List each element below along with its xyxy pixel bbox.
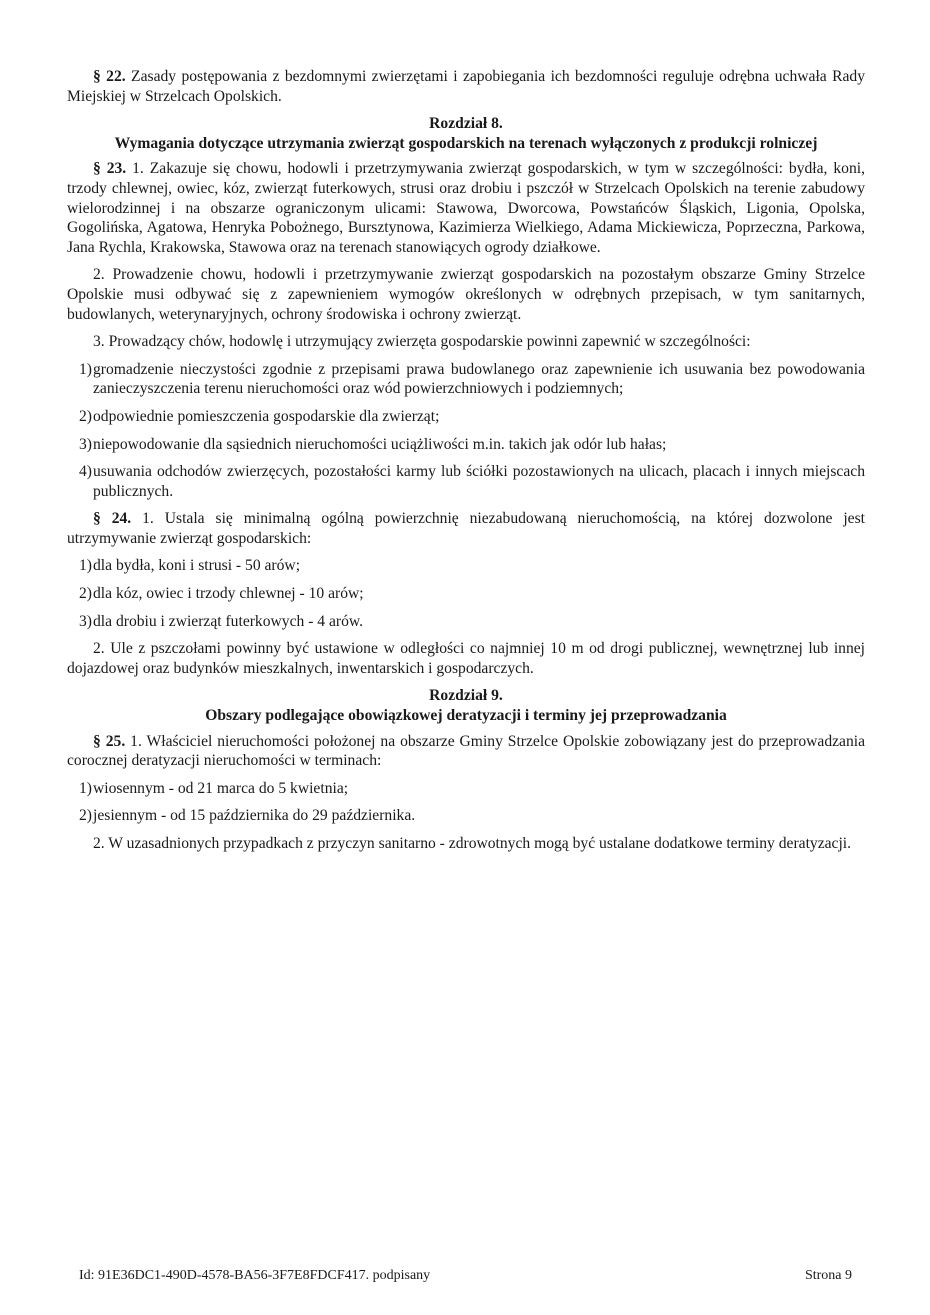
chapter-8-heading (67, 114, 865, 153)
paragraph-25-1 (67, 732, 865, 771)
document-id: Id: 91E36DC1-490D-4578-BA56-3F7E8FDCF417. podpisany (79, 1268, 431, 1283)
list-number: 4) (79, 463, 92, 481)
paragraph-text: 1. Ustala się minimalną ogólną powierzchnię niezabudowaną nieruchomością, na której dozwolone jest utrzymywanie zwierząt gospodarskich: (67, 510, 865, 547)
list-text: jesiennym - od 15 października do 29 października. (93, 807, 416, 825)
list-item (67, 556, 865, 576)
list-item (67, 435, 865, 455)
paragraph-number: § 22. (93, 68, 126, 85)
chapter-title: Wymagania dotyczące utrzymania zwierząt gospodarskich na terenach wyłączonych z produkcji rolniczej (114, 134, 818, 152)
list-text: dla bydła, koni i strusi - 50 arów; (93, 557, 301, 575)
list-item (67, 407, 865, 427)
list-number: 2) (79, 585, 92, 603)
chapter-title: Obszary podlegające obowiązkowej deratyzacji i terminy jej przeprowadzania (205, 707, 727, 725)
list-number: 2) (79, 807, 92, 825)
paragraph-25-2: 2. W uzasadnionych przypadkach z przyczyn sanitarno - zdrowotnych mogą być ustalane dodatkowe terminy deratyzacji. (93, 835, 852, 852)
list-number: 1) (79, 557, 92, 575)
list-item (67, 779, 865, 799)
paragraph-number: § 24. (93, 510, 132, 528)
page-number: Strona 9 (804, 1268, 852, 1283)
list-number: 3) (79, 612, 92, 630)
paragraph-24-2: 2. Ule z pszczołami powinny być ustawione w odległości co najmniej 10 m od drogi publicznej, wewnętrznej lub innej dojazdowej oraz budynków mieszkalnych, inwentarskich i gospodarczych. (67, 640, 865, 677)
page-footer (79, 1268, 852, 1284)
list-number: 3) (79, 435, 92, 453)
chapter-label: Rozdział 8. (429, 115, 503, 133)
list-item (67, 806, 865, 826)
list-text: dla kóz, owiec i trzody chlewnej - 10 arów; (93, 585, 364, 603)
paragraph-text: Zasady postępowania z bezdomnymi zwierzętami i zapobiegania ich bezdomności reguluje odrębna uchwała Rady Miejskiej w Strzelcach Opolskich. (67, 68, 866, 105)
list-text: odpowiednie pomieszczenia gospodarskie dla zwierząt; (93, 407, 440, 425)
chapter-9-heading (67, 686, 865, 725)
document-page (67, 67, 865, 862)
paragraph-23-3: 3. Prowadzący chów, hodowlę i utrzymujący zwierzęta gospodarskie powinni zapewnić w szczególności: (93, 333, 751, 351)
paragraph-text: 1. Zakazuje się chowu, hodowli i przetrzymywania zwierząt gospodarskich, w tym w szczególności: bydła, koni, trzody chlewnej, owiec, kóz, zwierząt futerkowych, strusi oraz drobiu i pszczół w Strzelcach Opolskich na terenie zabudowy wielorodzinnej i na obszarze ograniczonym ulicami: Stawowa, Dworcowa, Powstańców Śląskich, Ligonia, Opolska, Gogolińska, Agatowa, Henryka Pobożnego, Bursztynowa, Kazimierza Wielkiego, Adama Mickiewicza, Poprzeczna, Parkowa, Jana Rychla, Krakowska, Stawowa oraz na terenach stanowiących ogrody działkowe. (67, 160, 865, 256)
list-text: dla drobiu i zwierząt futerkowych - 4 arów. (93, 612, 364, 630)
chapter-label: Rozdział 9. (429, 687, 503, 705)
list-number: 1) (79, 779, 92, 797)
list-number: 2) (79, 407, 92, 425)
paragraph-24-1 (67, 509, 865, 548)
list-text: usuwania odchodów zwierzęcych, pozostałości karmy lub ściółki pozostawionych na ulicach, placach i innych miejscach publicznych. (93, 463, 865, 500)
list-item (67, 584, 865, 604)
paragraph-23-2: 2. Prowadzenie chowu, hodowli i przetrzymywanie zwierząt gospodarskich na pozostałym obszarze Gminy Strzelce Opolskie musi odbywać się z zapewnieniem wymogów określonych w odrębnych przepisach, w tym sanitarnych, budowlanych, weterynaryjnych, ochrony środowiska i ochrony zwierząt. (67, 266, 865, 323)
list-text: wiosennym - od 21 marca do 5 kwietnia; (93, 779, 349, 797)
paragraph-text: 1. Właściciel nieruchomości położonej na obszarze Gminy Strzelce Opolskie zobowiązany jest do przeprowadzania corocznej deratyzacji nieruchomości w terminach: (67, 732, 866, 770)
list-item (67, 462, 865, 501)
paragraph-number: § 25. (93, 732, 126, 750)
paragraph-number: § 23. (93, 160, 127, 178)
paragraph-23-1 (67, 159, 865, 257)
list-text: gromadzenie nieczystości zgodnie z przepisami prawa budowlanego oraz zapewnienie ich usuwania bez powodowania zanieczyszczenia terenu nieruchomości oraz wód powierzchniowych i podziemnych; (93, 360, 865, 398)
list-number: 1) (79, 360, 92, 378)
list-item (67, 360, 865, 399)
list-item (67, 612, 865, 632)
paragraph-22 (67, 67, 865, 106)
list-text: niepowodowanie dla sąsiednich nieruchomości uciążliwości m.in. takich jak odór lub hałas; (93, 435, 667, 453)
